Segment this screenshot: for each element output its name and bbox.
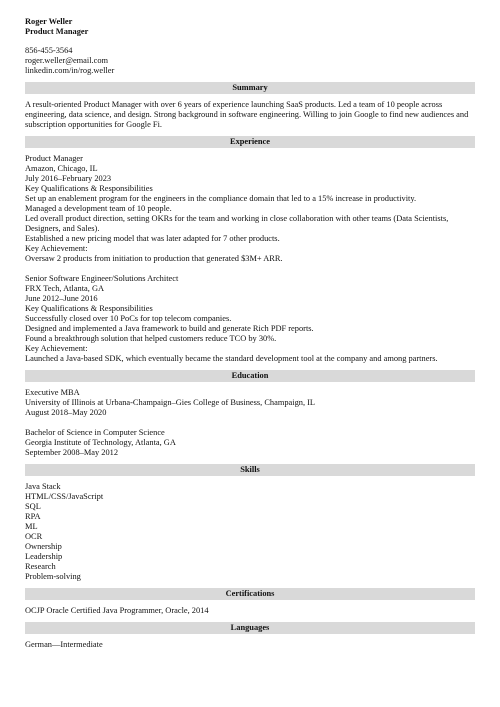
key-qualifications-label: Key Qualifications & Responsibilities [25,304,153,313]
job-dates: June 2012–June 2016 [25,294,98,303]
education-dates: September 2008–May 2012 [25,448,119,457]
education-list [25,388,475,458]
section-heading-certifications: Certifications [25,588,475,600]
linkedin-url: linkedin.com/in/rog.weller [25,66,115,75]
section-heading-languages: Languages [25,622,475,634]
degree: Executive MBA [25,388,80,397]
education-dates: August 2018–May 2020 [25,408,107,417]
summary-text: A result-oriented Product Manager with over 6 years of experience launching SaaS products. Led a team of 10 people across engineering, data science, and design. Strong background in software engineering. Willing to join Google to find new audiences and subscription opportunities for Google Fi. [25,100,469,129]
school: University of Illinois at Urbana-Champaign–Gies College of Business, Champaign, IL [25,398,316,407]
phone-number: 856-455-3564 [25,46,73,55]
section-heading-skills: Skills [25,464,475,476]
responsibility-item: Set up an enablement program for the engineers in the compliance domain that led to a 15% increase in productivity. [25,194,417,203]
experience-list [25,154,475,364]
responsibility-item: Established a new pricing model that was later adapted for 7 other products. [25,234,280,243]
job-dates: July 2016–February 2023 [25,174,112,183]
key-qualifications-label: Key Qualifications & Responsibilities [25,184,153,193]
skill-item: Leadership [25,552,63,561]
language-item: German—Intermediate [25,640,103,649]
skill-item: RPA [25,512,41,521]
skill-item: ML [25,522,38,531]
education-entry [25,428,475,458]
contact-info [25,46,475,76]
candidate-title: Product Manager [25,27,89,36]
key-achievement-text: Oversaw 2 products from initiation to production that generated $3M+ ARR. [25,254,283,263]
responsibility-item: Successfully closed over 10 PoCs for top telecom companies. [25,314,232,323]
job-company: FRX Tech, Atlanta, GA [25,284,105,293]
job-role: Product Manager [25,154,83,163]
job-entry [25,154,475,264]
education-entry [25,388,475,418]
key-achievement-text: Launched a Java-based SDK, which eventually became the standard development tool at the company and among partners. [25,354,438,363]
skill-item: Problem-solving [25,572,81,581]
job-entry [25,274,475,364]
responsibility-item: Designed and implemented a Java framework to build and generate Rich PDF reports. [25,324,314,333]
skills-list [25,482,475,582]
section-heading-education: Education [25,370,475,382]
key-achievement-label: Key Achievement: [25,244,88,253]
skill-item: Java Stack [25,482,61,491]
email-address: roger.weller@email.com [25,56,109,65]
candidate-name: Roger Weller [25,17,73,26]
section-heading-experience: Experience [25,136,475,148]
responsibility-item: Led overall product direction, setting OKRs for the team and working in close collaboration with other teams (Data Scientists, Designers, and Sales). [25,214,449,233]
responsibility-item: Found a breakthrough solution that helped customers reduce TCO by 30%. [25,334,277,343]
key-achievement-label: Key Achievement: [25,344,88,353]
skill-item: Research [25,562,56,571]
certification-item: OCJP Oracle Certified Java Programmer, Oracle, 2014 [25,606,209,615]
resume-header [25,17,475,76]
job-role: Senior Software Engineer/Solutions Architect [25,274,179,283]
degree: Bachelor of Science in Computer Science [25,428,165,437]
skill-item: Ownership [25,542,62,551]
skill-item: OCR [25,532,43,541]
skill-item: SQL [25,502,41,511]
responsibility-item: Managed a development team of 10 people. [25,204,172,213]
school: Georgia Institute of Technology, Atlanta, GA [25,438,176,447]
skill-item: HTML/CSS/JavaScript [25,492,104,501]
job-company: Amazon, Chicago, IL [25,164,98,173]
section-heading-summary: Summary [25,82,475,94]
